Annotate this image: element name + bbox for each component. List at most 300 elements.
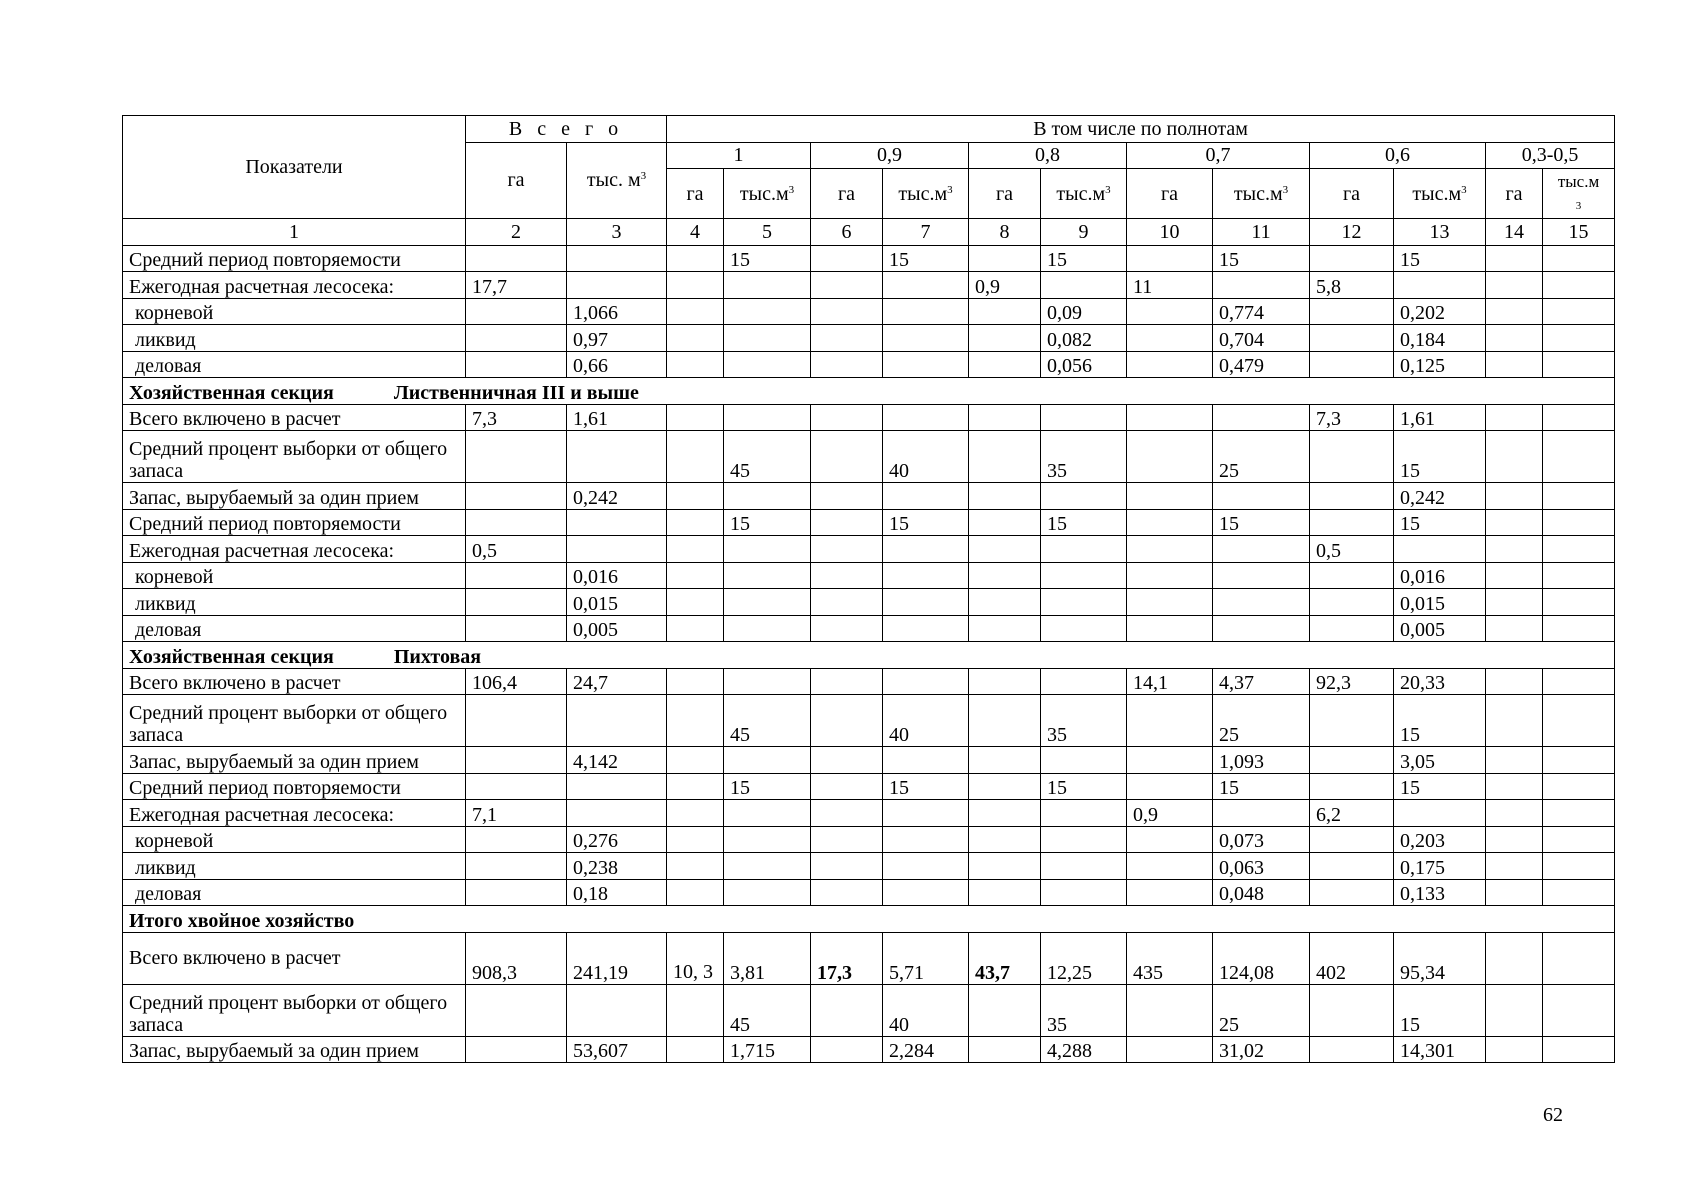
table-row — [123, 879, 1615, 906]
section-title — [123, 906, 1615, 933]
table-cell — [1041, 747, 1127, 774]
table-cell — [1127, 483, 1213, 510]
table-cell: 5,8 — [1310, 272, 1394, 299]
row-label: Ежегодная расчетная лесосека: — [123, 272, 466, 299]
table-cell — [1041, 536, 1127, 563]
table-cell — [811, 589, 883, 616]
table-cell — [1543, 826, 1615, 853]
table-cell — [1310, 773, 1394, 800]
table-cell — [811, 668, 883, 695]
table-cell — [969, 668, 1041, 695]
table-cell: 15 — [1394, 245, 1486, 272]
table-cell — [1213, 615, 1310, 642]
table-cell: 0,276 — [567, 826, 667, 853]
table-cell — [1041, 404, 1127, 431]
table-cell — [969, 984, 1041, 1036]
table-cell — [883, 404, 969, 431]
table-cell — [969, 325, 1041, 352]
table-cell — [567, 245, 667, 272]
table-cell: 0,238 — [567, 853, 667, 880]
table-cell — [667, 800, 724, 827]
section-label: Итого хвойное хозяйство — [129, 909, 355, 932]
table-cell: 15 — [724, 509, 811, 536]
table-cell — [1543, 509, 1615, 536]
table-row — [123, 272, 1615, 299]
table-cell — [969, 509, 1041, 536]
table-cell — [567, 509, 667, 536]
table-cell — [1543, 325, 1615, 352]
table-cell: 0,242 — [567, 483, 667, 510]
table-cell — [1486, 589, 1543, 616]
table-cell — [969, 245, 1041, 272]
table-cell — [1486, 509, 1543, 536]
row-label: Всего включено в расчет — [123, 668, 466, 695]
table-row — [123, 245, 1615, 272]
table-cell — [1310, 853, 1394, 880]
table-cell: 7,1 — [466, 800, 567, 827]
table-cell — [969, 298, 1041, 325]
column-number: 9 — [1041, 219, 1127, 246]
row-label: ликвид — [123, 589, 466, 616]
table-cell — [1543, 695, 1615, 747]
table-cell: 4,288 — [1041, 1036, 1127, 1063]
header-density-06: 0,6 — [1310, 142, 1486, 169]
table-cell — [466, 351, 567, 378]
table-cell — [811, 984, 883, 1036]
table-cell — [883, 879, 969, 906]
table-cell — [1127, 431, 1213, 483]
row-label: Всего включено в расчет — [123, 404, 466, 431]
table-cell — [1486, 404, 1543, 431]
table-cell — [1394, 800, 1486, 827]
row-label: корневой — [123, 298, 466, 325]
row-label: деловая — [123, 615, 466, 642]
table-cell: 0,016 — [567, 562, 667, 589]
table-row — [123, 562, 1615, 589]
row-label: Ежегодная расчетная лесосека: — [123, 800, 466, 827]
table-cell: 0,97 — [567, 325, 667, 352]
table-cell: 0,5 — [1310, 536, 1394, 563]
unit-thous: $тыс.м^3$ — [1041, 169, 1127, 219]
table-cell: 15 — [724, 773, 811, 800]
column-number: 8 — [969, 219, 1041, 246]
table-cell: 15 — [883, 773, 969, 800]
table-cell — [466, 562, 567, 589]
table-cell — [1041, 853, 1127, 880]
table-cell — [1310, 483, 1394, 510]
table-cell: 15 — [1394, 773, 1486, 800]
table-row — [123, 431, 1615, 483]
table-cell — [724, 325, 811, 352]
unit-ha: га — [1486, 169, 1543, 219]
table-row — [123, 325, 1615, 352]
table-cell — [1486, 615, 1543, 642]
table-cell — [1486, 562, 1543, 589]
table-cell — [1310, 615, 1394, 642]
table-cell — [466, 984, 567, 1036]
section-row — [123, 906, 1615, 933]
table-cell — [1543, 562, 1615, 589]
table-cell — [883, 325, 969, 352]
table-cell — [724, 826, 811, 853]
table-row — [123, 509, 1615, 536]
row-label: корневой — [123, 826, 466, 853]
table-cell — [969, 589, 1041, 616]
table-cell: 35 — [1041, 431, 1127, 483]
row-label: Средний период повторяемости — [123, 245, 466, 272]
table-cell — [811, 773, 883, 800]
table-cell — [1127, 1036, 1213, 1063]
table-cell: 17,3 — [811, 932, 883, 984]
table-cell: 15 — [1394, 509, 1486, 536]
table-cell — [667, 589, 724, 616]
header-density-03-05: 0,3-0,5 — [1486, 142, 1615, 169]
table-cell — [883, 668, 969, 695]
section-label: Хозяйственная секция — [129, 645, 334, 668]
table-cell — [567, 773, 667, 800]
table-cell — [466, 853, 567, 880]
table-cell: 0,479 — [1213, 351, 1310, 378]
table-cell: 15 — [883, 245, 969, 272]
column-number: 15 — [1543, 219, 1615, 246]
table-cell — [724, 272, 811, 299]
table-cell: 7,3 — [1310, 404, 1394, 431]
table-cell: 1,61 — [567, 404, 667, 431]
table-cell — [1543, 879, 1615, 906]
table-cell — [969, 404, 1041, 431]
table-cell: 5,71 — [883, 932, 969, 984]
table-cell — [1310, 325, 1394, 352]
table-cell — [724, 536, 811, 563]
table-cell — [1486, 536, 1543, 563]
table-cell: 25 — [1213, 431, 1310, 483]
column-number: 4 — [667, 219, 724, 246]
table-cell — [667, 245, 724, 272]
table-cell — [811, 431, 883, 483]
column-number: 6 — [811, 219, 883, 246]
table-cell — [1213, 589, 1310, 616]
column-number: 3 — [567, 219, 667, 246]
table-cell — [466, 615, 567, 642]
table-cell — [1486, 879, 1543, 906]
table-cell — [969, 800, 1041, 827]
table-cell — [1486, 245, 1543, 272]
table-cell — [1310, 747, 1394, 774]
table-row — [123, 932, 1615, 984]
table-cell — [667, 853, 724, 880]
table-cell — [1486, 298, 1543, 325]
table-cell: 0,133 — [1394, 879, 1486, 906]
table-cell — [883, 615, 969, 642]
table-cell — [811, 853, 883, 880]
table-cell: 43,7 — [969, 932, 1041, 984]
table-cell — [466, 826, 567, 853]
table-cell: 40 — [883, 431, 969, 483]
table-cell: 10, 3 — [667, 932, 724, 984]
row-label: деловая — [123, 351, 466, 378]
row-label: ликвид — [123, 853, 466, 880]
table-cell: 17,7 — [466, 272, 567, 299]
section-name: Пихтовая — [393, 645, 482, 668]
table-cell — [1127, 589, 1213, 616]
table-cell: 0,9 — [1127, 800, 1213, 827]
table-cell: 11 — [1127, 272, 1213, 299]
column-number: 2 — [466, 219, 567, 246]
table-cell — [1543, 773, 1615, 800]
column-number: 14 — [1486, 219, 1543, 246]
section-title — [123, 642, 1615, 669]
table-cell — [969, 1036, 1041, 1063]
header-density-07: 0,7 — [1127, 142, 1310, 169]
table-cell: 15 — [1394, 695, 1486, 747]
table-cell — [1127, 245, 1213, 272]
table-cell: 45 — [724, 695, 811, 747]
table-cell — [1486, 773, 1543, 800]
table-row — [123, 695, 1615, 747]
table-cell — [1310, 879, 1394, 906]
table-cell: 15 — [1394, 984, 1486, 1036]
table-cell — [1543, 536, 1615, 563]
section-row — [123, 642, 1615, 669]
table-row — [123, 404, 1615, 431]
table-cell — [883, 747, 969, 774]
table-cell: 45 — [724, 431, 811, 483]
table-cell — [466, 245, 567, 272]
table-cell — [811, 272, 883, 299]
table-cell: 40 — [883, 984, 969, 1036]
table-cell — [1127, 562, 1213, 589]
data-table — [122, 115, 1615, 1063]
table-cell: 0,184 — [1394, 325, 1486, 352]
table-cell — [811, 826, 883, 853]
table-cell — [724, 853, 811, 880]
table-cell — [667, 1036, 724, 1063]
table-cell: 3,05 — [1394, 747, 1486, 774]
table-cell: 0,242 — [1394, 483, 1486, 510]
table-cell — [1310, 589, 1394, 616]
table-cell — [1543, 298, 1615, 325]
table-cell — [667, 351, 724, 378]
table-cell — [466, 1036, 567, 1063]
table-cell: 24,7 — [567, 668, 667, 695]
table-cell: 0,005 — [1394, 615, 1486, 642]
table-cell: 0,063 — [1213, 853, 1310, 880]
table-cell — [567, 536, 667, 563]
unit-thous: $тыс.м^3$ — [724, 169, 811, 219]
table-cell — [724, 404, 811, 431]
row-label: корневой — [123, 562, 466, 589]
table-row — [123, 615, 1615, 642]
table-cell: 14,1 — [1127, 668, 1213, 695]
table-cell — [969, 431, 1041, 483]
table-cell — [1310, 245, 1394, 272]
table-cell — [883, 826, 969, 853]
section-row — [123, 378, 1615, 405]
table-cell — [1543, 589, 1615, 616]
table-cell: 435 — [1127, 932, 1213, 984]
table-cell: 0,704 — [1213, 325, 1310, 352]
table-cell — [667, 747, 724, 774]
table-cell — [811, 615, 883, 642]
table-cell — [1486, 800, 1543, 827]
unit-thous: $тыс.м^3$ — [1394, 169, 1486, 219]
table-cell — [667, 984, 724, 1036]
table-cell — [724, 483, 811, 510]
table-cell — [466, 509, 567, 536]
table-cell — [969, 853, 1041, 880]
table-cell — [1486, 826, 1543, 853]
header-total-ha: га — [466, 142, 567, 219]
column-numbers-row — [123, 219, 1615, 246]
table-cell — [969, 879, 1041, 906]
table-cell: 0,016 — [1394, 562, 1486, 589]
table-cell: 0,048 — [1213, 879, 1310, 906]
table-cell — [567, 984, 667, 1036]
table-cell — [1310, 562, 1394, 589]
column-number: 5 — [724, 219, 811, 246]
table-cell: 6,2 — [1310, 800, 1394, 827]
table-cell — [1543, 853, 1615, 880]
row-label: ликвид — [123, 325, 466, 352]
table-cell — [667, 773, 724, 800]
table-cell: 3,81 — [724, 932, 811, 984]
unit-thous: $тыс.м^3$ — [883, 169, 969, 219]
table-cell: 14,301 — [1394, 1036, 1486, 1063]
table-cell — [1310, 298, 1394, 325]
table-cell — [667, 404, 724, 431]
table-cell — [567, 431, 667, 483]
unit-ha: га — [811, 169, 883, 219]
row-label: Средний процент выборки от общего запаса — [123, 695, 466, 747]
table-cell — [1543, 245, 1615, 272]
table-cell: 0,175 — [1394, 853, 1486, 880]
table-cell: 0,66 — [567, 351, 667, 378]
table-cell: 40 — [883, 695, 969, 747]
table-cell — [466, 298, 567, 325]
table-row — [123, 351, 1615, 378]
table-cell — [1041, 615, 1127, 642]
table-cell — [811, 483, 883, 510]
table-cell — [969, 483, 1041, 510]
table-cell: 0,073 — [1213, 826, 1310, 853]
table-cell — [1486, 747, 1543, 774]
table-cell — [1127, 853, 1213, 880]
table-cell — [667, 615, 724, 642]
row-label: Запас, вырубаемый за один прием — [123, 747, 466, 774]
table-cell — [1041, 800, 1127, 827]
column-number: 12 — [1310, 219, 1394, 246]
table-body — [123, 245, 1615, 1063]
table-cell — [883, 536, 969, 563]
table-cell — [1543, 272, 1615, 299]
table-row — [123, 853, 1615, 880]
table-cell: 0,125 — [1394, 351, 1486, 378]
table-row — [123, 800, 1615, 827]
table-cell — [1486, 853, 1543, 880]
table-cell — [1310, 826, 1394, 853]
row-label: Запас, вырубаемый за один прием — [123, 1036, 466, 1063]
column-number: 10 — [1127, 219, 1213, 246]
table-cell — [883, 800, 969, 827]
table-cell — [811, 747, 883, 774]
table-cell — [1486, 483, 1543, 510]
table-cell — [1127, 404, 1213, 431]
table-cell — [969, 747, 1041, 774]
section-label: Хозяйственная секция — [129, 381, 334, 404]
table-cell — [883, 351, 969, 378]
unit-thous: $тыс.м^3$ — [1213, 169, 1310, 219]
table-cell — [969, 615, 1041, 642]
table-cell — [466, 747, 567, 774]
table-cell — [1041, 879, 1127, 906]
table-row — [123, 483, 1615, 510]
unit-thous-last: тыс.м 3 — [1543, 169, 1615, 219]
table-cell — [811, 509, 883, 536]
table-cell — [724, 879, 811, 906]
table-cell — [667, 562, 724, 589]
table-cell — [724, 800, 811, 827]
table-cell: 402 — [1310, 932, 1394, 984]
table-cell: 0,202 — [1394, 298, 1486, 325]
table-cell: 1,61 — [1394, 404, 1486, 431]
table-cell: 0,015 — [567, 589, 667, 616]
table-cell — [883, 272, 969, 299]
table-cell — [883, 589, 969, 616]
table-cell — [667, 509, 724, 536]
table-cell: 12,25 — [1041, 932, 1127, 984]
table-cell — [811, 562, 883, 589]
table-cell — [667, 536, 724, 563]
row-label: Ежегодная расчетная лесосека: — [123, 536, 466, 563]
table-cell: 241,19 — [567, 932, 667, 984]
table-row — [123, 1036, 1615, 1063]
table-cell: 15 — [1213, 509, 1310, 536]
table-cell: 0,056 — [1041, 351, 1127, 378]
unit-ha: га — [667, 169, 724, 219]
table-cell — [1486, 1036, 1543, 1063]
table-cell — [1213, 404, 1310, 431]
table-cell: 4,37 — [1213, 668, 1310, 695]
table-cell — [1486, 431, 1543, 483]
unit-ha: га — [1127, 169, 1213, 219]
table-cell — [811, 536, 883, 563]
table-cell — [811, 245, 883, 272]
table-cell — [969, 826, 1041, 853]
column-number: 1 — [123, 219, 466, 246]
table-cell: 92,3 — [1310, 668, 1394, 695]
row-label: Средний период повторяемости — [123, 509, 466, 536]
table-cell — [969, 536, 1041, 563]
table-cell — [1543, 483, 1615, 510]
header-density-1: 1 — [667, 142, 811, 169]
table-cell — [1127, 773, 1213, 800]
table-cell — [883, 562, 969, 589]
row-label: Средний процент выборки от общего запаса — [123, 431, 466, 483]
table-cell: 15 — [1041, 773, 1127, 800]
row-label: Всего включено в расчет — [123, 932, 466, 984]
table-cell — [724, 747, 811, 774]
table-cell — [1127, 509, 1213, 536]
section-name: Лиственничная III и выше — [393, 381, 639, 404]
table-cell — [811, 1036, 883, 1063]
table-cell — [466, 325, 567, 352]
table-cell — [969, 562, 1041, 589]
table-cell — [1127, 615, 1213, 642]
table-cell — [667, 668, 724, 695]
table-cell — [1486, 695, 1543, 747]
header-total: В с е г о — [466, 116, 667, 143]
table-row — [123, 826, 1615, 853]
